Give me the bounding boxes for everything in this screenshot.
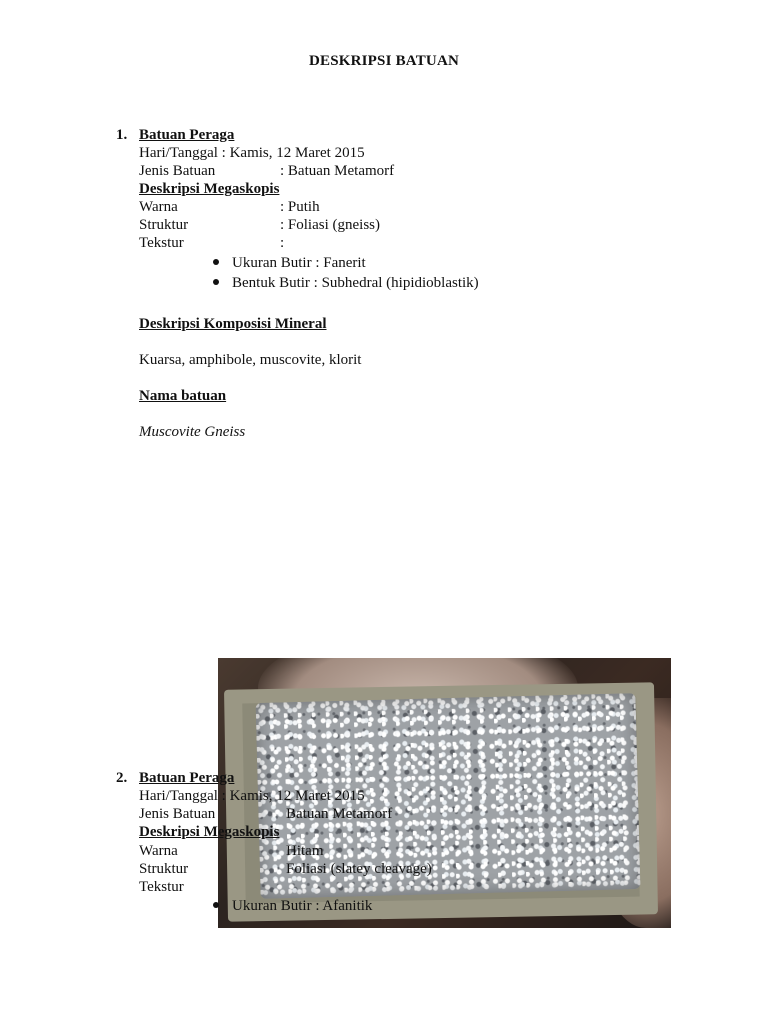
color-label: Warna (139, 199, 178, 215)
structure-value: Foliasi (slatey cleavage) (286, 861, 432, 877)
date-line: Hari/Tanggal : Kamis, 12 Maret 2015 (139, 788, 365, 804)
composition-text: Kuarsa, amphibole, muscovite, klorit (139, 352, 362, 368)
bullet-item: Ukuran Butir : Fanerit (232, 255, 366, 271)
section-number: 1. (116, 127, 128, 143)
bullet-icon (213, 279, 219, 285)
megascopic-heading: Deskripsi Megaskopis (139, 181, 280, 197)
bullet-icon (213, 259, 219, 265)
bullet-icon (213, 902, 219, 908)
structure-value: : Foliasi (gneiss) (280, 217, 380, 233)
texture-label: Tekstur (139, 879, 184, 895)
texture-value: : (280, 235, 285, 251)
section-heading: Batuan Peraga (139, 770, 235, 786)
rock-name-heading: Nama batuan (139, 388, 227, 404)
rock-type-value: : Batuan Metamorf (280, 163, 395, 179)
rock-type-value: Batuan Metamorf (286, 806, 393, 822)
bullet-item: Ukuran Butir : Afanitik (232, 898, 373, 914)
megascopic-heading: Deskripsi Megaskopis (139, 824, 280, 840)
rock-type-label: Jenis Batuan (139, 163, 216, 179)
texture-label: Tekstur (139, 235, 184, 251)
rock-type-label: Jenis Batuan (139, 806, 216, 822)
color-value: : Putih (280, 199, 320, 215)
structure-label: Struktur (139, 861, 189, 877)
color-label: Warna (139, 843, 178, 859)
page-title: DESKRIPSI BATUAN (308, 53, 460, 69)
section-number: 2. (116, 770, 128, 786)
section-heading: Batuan Peraga (139, 127, 235, 143)
date-line: Hari/Tanggal : Kamis, 12 Maret 2015 (139, 145, 365, 161)
structure-label: Struktur (139, 217, 189, 233)
rock-name-value: Muscovite Gneiss (139, 424, 246, 440)
composition-heading: Deskripsi Komposisi Mineral (139, 316, 327, 332)
color-value: Hitam (286, 843, 324, 859)
bullet-item: Bentuk Butir : Subhedral (hipidioblastik) (232, 275, 479, 291)
